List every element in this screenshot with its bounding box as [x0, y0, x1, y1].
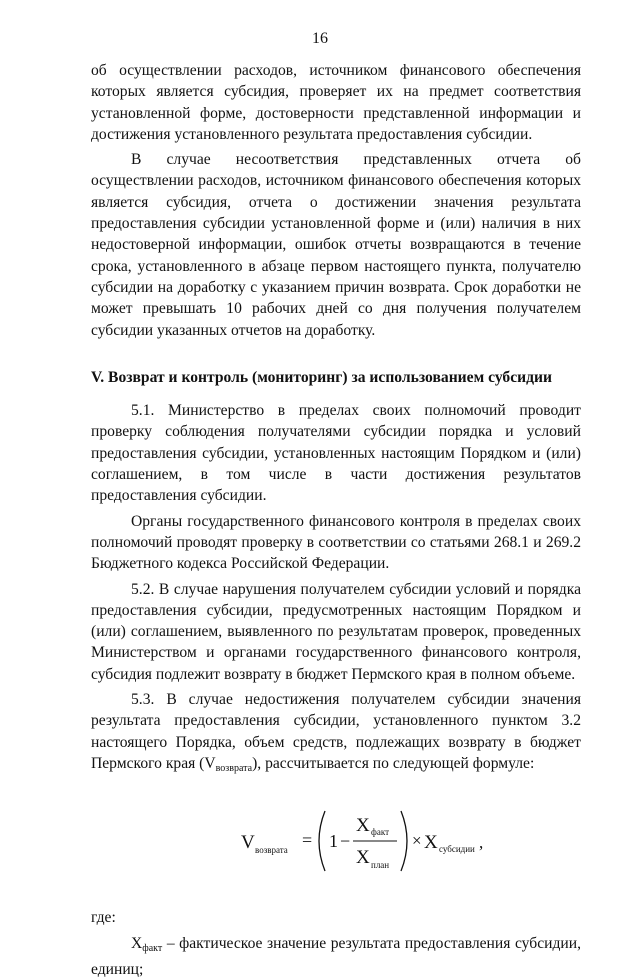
paragraph-1: об осуществлении расходов, источником финансового обеспечения которых является субсидия, проверяет их на предмет соответствия установленной форме, достоверности представленной информации и достижения установленного результата предоставления субсидии. [91, 60, 581, 145]
document-body [91, 60, 581, 980]
formula-x-subsidy-sub: субсидии [439, 844, 475, 854]
paragraph-2: В случае несоответствия представленных отчета об осуществлении расходов, источником финансового обеспечения которых является субсидия, отчета о достижении значения результата предоставления субсидии установленной форме и (или) наличия в них недостоверной информации, ошибок отчеты возвращаются в течение срока, установленного в абзаце первом настоящего пункта, получателю субсидии на доработку с указанием причин возврата. Срок доработки не может превышать 10 рабочих дней со дня получения получателем субсидии указанных отчетов на доработку. [91, 149, 581, 341]
formula-equals: = [302, 830, 312, 850]
formula-x-subsidy: X [424, 832, 438, 853]
definition-x-fact: $X_{факт}$ – фактическое значение результата предоставления субсидии, единиц; [91, 933, 581, 980]
formula-x-fact-sub: факт [371, 827, 389, 837]
paragraph-5-2: 5.2. В случае нарушения получателем субсидии условий и порядка предоставления субсидии, предусмотренных настоящим Порядком и (или) соглашением, выявленного по результатам проверок, проведенных Министерством и органами государственного финансового контроля, субсидия подлежит возврату в бюджет Пермского края в полном объеме. [91, 579, 581, 685]
formula-comma: , [479, 833, 483, 852]
formula-x-fact: X [356, 815, 370, 836]
formula-x-plan: X [356, 847, 370, 868]
formula-graphic [241, 801, 501, 881]
page-number: 16 [0, 30, 640, 48]
paragraph-5-3: 5.3. В случае недостижения получателем субсидии значения результата предоставления субсидии, установленного пунктом 3.2 настоящего Порядка, объем средств, подлежащих возврату в бюджет Пермского края $(V_{возврата})$, рассчитывается по следующей формуле: [91, 689, 581, 779]
formula-x-plan-sub: план [371, 860, 389, 870]
formula-one: 1 [329, 831, 338, 851]
formula-minus: − [340, 831, 350, 851]
return-formula [91, 801, 581, 881]
section-heading: V. Возврат и контроль (мониторинг) за использованием субсидии [91, 367, 581, 388]
paragraph-control-bodies: Органы государственного финансового контроля в пределах своих полномочий проводят проверку в соответствии со статьями 268.1 и 269.2 Бюджетного кодекса Российской Федерации. [91, 511, 581, 575]
formula-left-paren [319, 811, 325, 871]
formula-v-sub: возврата [255, 845, 288, 855]
formula-right-paren [401, 811, 407, 871]
formula-v: V [241, 832, 255, 853]
formula-times: × [412, 831, 422, 850]
where-label: где: [91, 907, 581, 928]
paragraph-5-1: 5.1. Министерство в пределах своих полномочий проводит проверку соблюдения получателями субсидии порядка и условий предоставления субсидии, установленных настоящим Порядком и (или) соглашением, в том числе в части достижения результатов предоставления субсидии. [91, 400, 581, 506]
